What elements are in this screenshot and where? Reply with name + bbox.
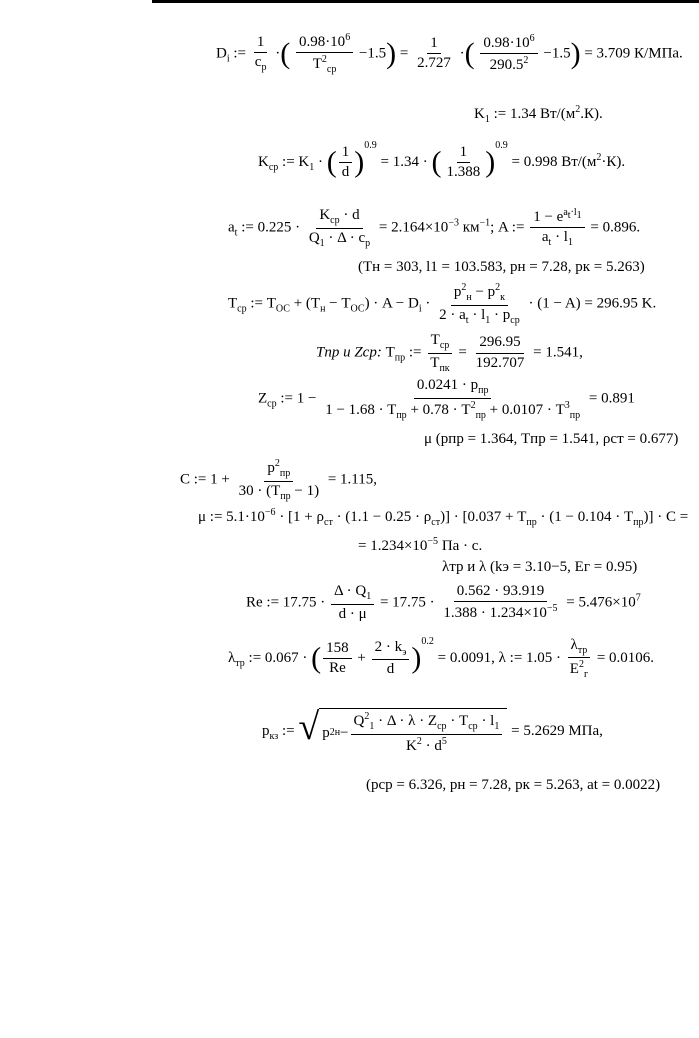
equation-Kcp: $K_{ср}$ := $K_1$ · ( $\frac{1}{d}$ )$^{0.9}$ = 1.34 · ( $\frac{1}{1.388}$ )$^{0.9}$ = 0.998 $Вт/(м^2\cdot К)$.: [258, 140, 626, 181]
square-root: √ p 2 н − $\frac{Q^2_1 \cdot \Delta \cdot \lambda \cdot Z_{ср} \cdot T_{ср} \cdot l_1}{K^2 \cdot d^5}$: [298, 708, 507, 755]
equation-Zcp: $Z_{ср}$ := 1 − $\frac{0.0241 \cdot p_{пр}}{1 - 1.68 \cdot T_{пр} + 0.78 \cdot T^2_{пр} + 0.0107 \cdot T^3_{пр}}$ = 0.891: [258, 377, 635, 421]
note-conditions-4: (pср = 6.326, pн = 7.28, pк = 5.263, at = 0.0022): [366, 777, 661, 793]
equation-at: $a_t$ := 0.225 · $\frac{K_{ср} \cdot d}{Q_1 \cdot \Delta \cdot c_p}$ = $2.164\times 10^{-3}$ $км^{-1}$; A := $\frac{1 - e^{a_t\cdot l_1}}{a_t \cdot l_1}$ = 0.896.: [228, 207, 641, 249]
note-conditions-1: (Tн = 303, l1 = 103.583, pн = 7.28, pк = 5.263): [358, 259, 645, 275]
equation-Tpr: Tпр и Zср: $T_{пр}$ := $\frac{T_{ср}}{T_{пк}}$ = $\frac{296.95}{192.707}$ = 1.541,: [316, 332, 583, 374]
equation-C: C := 1 + $\frac{p^2_{пр}}{30 \cdot (T_{пр} - 1)}$ = 1.115,: [180, 458, 377, 502]
equation-K1: $K_1$ := 1.34 $Вт/(м^2.К)$.: [474, 104, 603, 125]
equation-Tcp: $T_{ср}$ := $T_{ОС} + (T_н - T_{ОС}) \cdot A - D_i$ · $\frac{p^2_н - p^2_к}{2 \cdot a_t \cdot l_1 \cdot p_{ср}}$ · (1 − A) = 296.95 K.: [228, 282, 657, 326]
equation-D: $D_i$ := $\frac{1}{c_p}$ ·( $\frac{0.98\cdot 10^6}{T^2_{ср}}$ −1.5) = $\frac{1}{2.727}$ ·( $\frac{0.98\cdot 10^6}{290.5^2}$ −1.5) = 3.709 К/МПа.: [216, 32, 683, 76]
note-conditions-3: λтр и λ (kэ = 3.10−5, Eг = 0.95): [442, 559, 638, 575]
equation-pk3: $p_{кз}$ := √ p 2 н − $\frac{Q^2_1 \cdot \Delta \cdot \lambda \cdot Z_{ср} \cdot T_{ср} \cdot l_1}{K^2 \cdot d^5}$ = 5.2629 МПа,: [262, 706, 603, 754]
page-top-rule: [152, 0, 699, 3]
equation-mu-line2: = $1.234\times 10^{-5}$ Па · с.: [358, 536, 483, 554]
equation-Re: Re := 17.75 · $\frac{\Delta \cdot Q_1}{d \cdot \mu}$ = 17.75 · $\frac{0.562 \cdot 93.919}{1.388 \cdot 1.234\times 10^{-5}}$ = $5.476\times 10^7$: [246, 583, 641, 622]
equation-lambda: $\lambda_{тр}$ := 0.067 · ( $\frac{158}{Re}$ + $\frac{2 \cdot k_э}{d}$ )$^{0.2}$ = 0.0091, λ := 1.05 · $\frac{\lambda_{тр}}{E^2_г}$ = 0.0106.: [228, 636, 655, 681]
note-conditions-2: μ (pпр = 1.364, Tпр = 1.541, ρст = 0.677): [424, 431, 679, 447]
equation-mu-line1: μ := $5.1\cdot 10^{-6} \cdot [1 + \rho_{ст} \cdot (1.1 - 0.25 \cdot \rho_{ст})] \cdot [0.037 + T_{пр} \cdot (1 - 0.104 \cdot T_{пр})] \cdot C$ =: [198, 507, 689, 528]
